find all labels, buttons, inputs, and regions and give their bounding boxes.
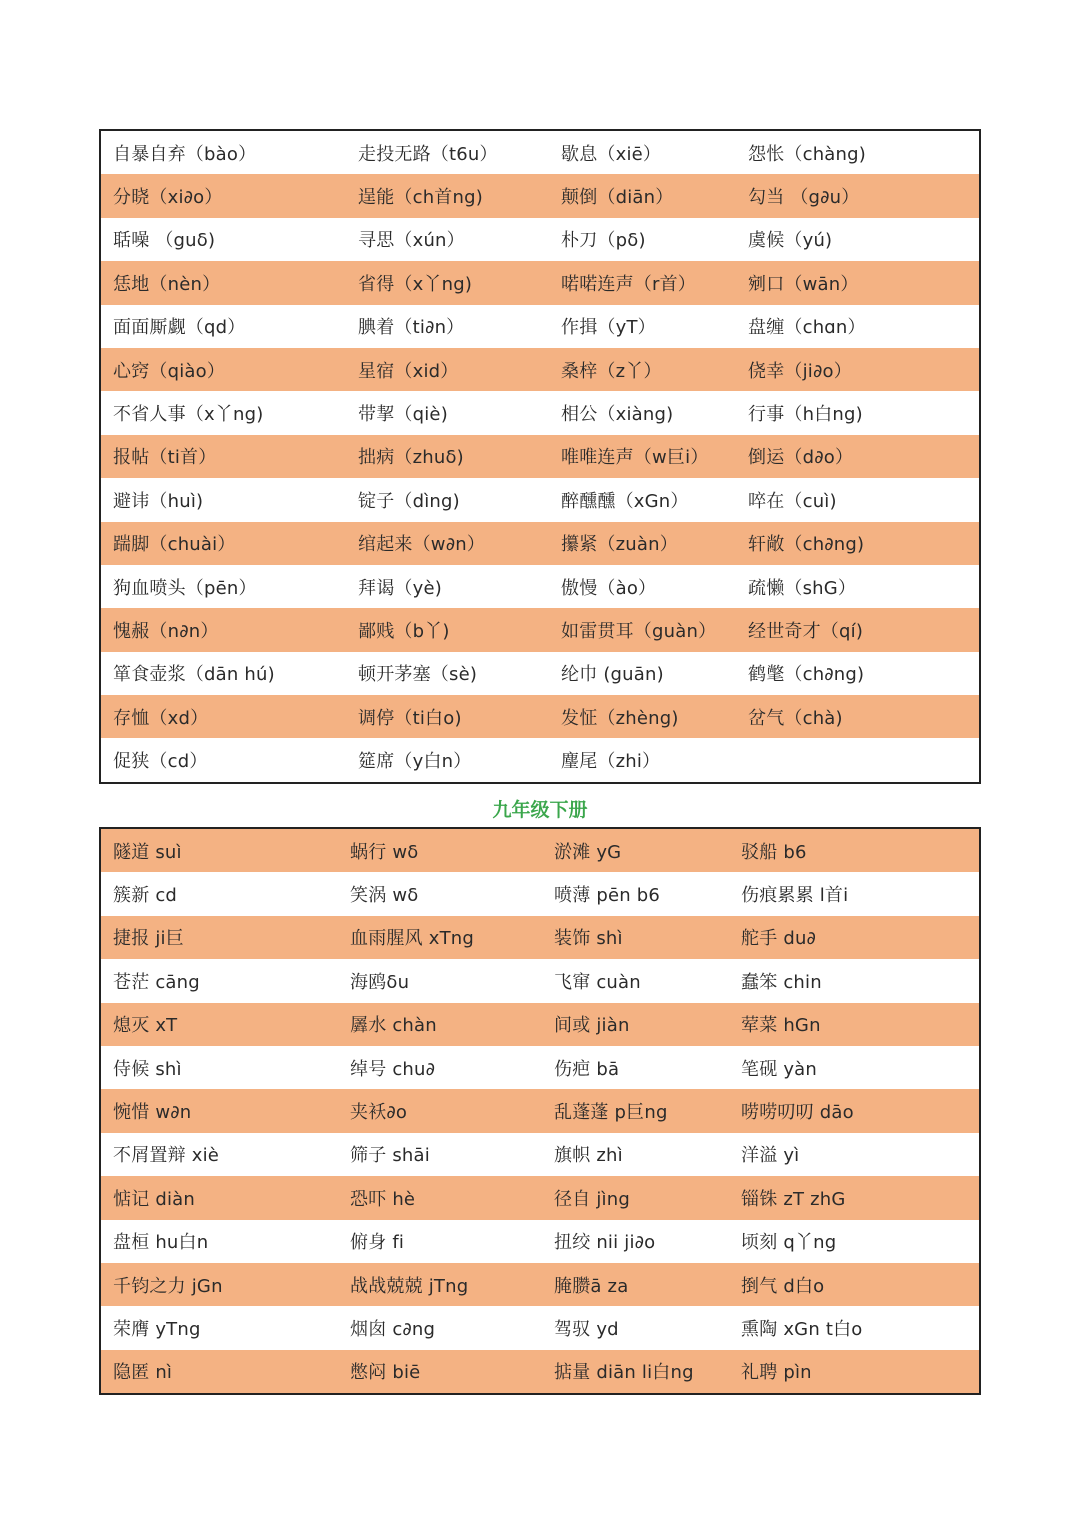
vocab-entry: 朴刀（pδ) bbox=[561, 230, 646, 252]
vocab-entry: 熄灭 xT bbox=[113, 1015, 178, 1037]
table-row bbox=[101, 1306, 979, 1349]
vocab-entry: 憋闷 biē bbox=[350, 1362, 421, 1384]
vocab-entry: 行事（h白ng) bbox=[748, 404, 863, 426]
vocab-entry: 筵席（y白n） bbox=[358, 751, 472, 773]
vocab-entry: 簇新 cd bbox=[113, 885, 178, 907]
vocab-entry: 踹脚（chuài） bbox=[113, 534, 236, 556]
vocab-entry: 蠢笨 chin bbox=[741, 971, 822, 993]
vocab-table-lower bbox=[99, 827, 981, 1395]
vocab-entry: 轩敞（ch∂ng) bbox=[748, 534, 865, 556]
vocab-entry: 侥幸（ji∂o） bbox=[748, 360, 852, 382]
table-row bbox=[101, 652, 979, 695]
vocab-entry: 怨怅（chàng) bbox=[748, 143, 866, 165]
vocab-entry: 洋溢 yì bbox=[741, 1145, 800, 1167]
vocab-entry: 乱蓬蓬 p巨ng bbox=[554, 1102, 668, 1124]
vocab-entry: 鄙贱（b丫) bbox=[358, 620, 450, 642]
table-row bbox=[101, 1350, 979, 1393]
vocab-entry: 惋惜 w∂n bbox=[113, 1102, 192, 1124]
vocab-entry: 报帖（ti首） bbox=[113, 447, 217, 469]
vocab-entry: 烟囱 c∂ng bbox=[350, 1318, 436, 1340]
vocab-entry: 拙病（zhuδ) bbox=[358, 447, 464, 469]
vocab-entry: 剜口（wān） bbox=[748, 273, 859, 295]
vocab-entry: 熏陶 xGn t白o bbox=[741, 1318, 863, 1340]
vocab-entry: 带挈（qiè) bbox=[358, 404, 448, 426]
vocab-entry: 笔砚 yàn bbox=[741, 1058, 818, 1080]
vocab-entry: 疏懒（shG） bbox=[748, 577, 857, 599]
vocab-entry: 鹤氅（ch∂ng) bbox=[748, 664, 865, 686]
vocab-entry: 颠倒（diān） bbox=[561, 187, 674, 209]
vocab-entry: 麈尾（zhi） bbox=[561, 751, 661, 773]
vocab-entry: 调停（ti白o) bbox=[358, 707, 462, 729]
vocab-entry: 捷报 ji巨 bbox=[113, 928, 184, 950]
table-row bbox=[101, 1003, 979, 1046]
vocab-entry: 笑涡 wδ bbox=[350, 885, 419, 907]
vocab-entry: 岔气（chà) bbox=[748, 707, 843, 729]
vocab-entry: 扭绞 nii ji∂o bbox=[554, 1232, 656, 1254]
table-row bbox=[101, 695, 979, 738]
vocab-entry: 纶巾 (guān) bbox=[561, 664, 664, 686]
vocab-entry: 俯身 fi bbox=[350, 1232, 405, 1254]
table-row bbox=[101, 348, 979, 391]
table-row bbox=[101, 391, 979, 434]
vocab-entry: 装饰 shì bbox=[554, 928, 623, 950]
table-row bbox=[101, 1046, 979, 1089]
vocab-entry: 发怔（zhèng) bbox=[561, 707, 679, 729]
table-row bbox=[101, 1133, 979, 1176]
vocab-entry: 勾当 （g∂u） bbox=[748, 187, 860, 209]
vocab-entry: 顿开茅塞（sè) bbox=[358, 664, 478, 686]
vocab-entry: 惦记 diàn bbox=[113, 1188, 195, 1210]
vocab-entry: 聒噪 （guδ) bbox=[113, 230, 216, 252]
vocab-entry: 心窍（qiào） bbox=[113, 360, 226, 382]
vocab-entry: 省得（x丫ng) bbox=[358, 273, 473, 295]
vocab-entry: 间或 jiàn bbox=[554, 1015, 630, 1037]
vocab-entry: 自暴自弃（bào） bbox=[113, 143, 257, 165]
vocab-entry: 锭子（dìng) bbox=[358, 490, 460, 512]
vocab-entry: 礼聘 pìn bbox=[741, 1362, 812, 1384]
vocab-entry: 顷刻 q丫ng bbox=[741, 1232, 837, 1254]
vocab-entry: 夹袄∂o bbox=[350, 1102, 408, 1124]
vocab-entry: 绾起来（w∂n） bbox=[358, 534, 486, 556]
table-row bbox=[101, 829, 979, 872]
vocab-entry: 径自 jìng bbox=[554, 1188, 630, 1210]
vocab-entry: 不屑置辩 xiè bbox=[113, 1145, 220, 1167]
vocab-entry: 锱铢 zT zhG bbox=[741, 1188, 846, 1210]
vocab-entry: 苍茫 cāng bbox=[113, 971, 200, 993]
vocab-entry: 分晓（xi∂o） bbox=[113, 187, 223, 209]
vocab-entry: 唯唯连声（w巨i） bbox=[561, 447, 709, 469]
vocab-entry: 面面厮觑（qd） bbox=[113, 317, 246, 339]
vocab-entry: 羼水 chàn bbox=[350, 1015, 437, 1037]
table-row bbox=[101, 435, 979, 478]
table-row bbox=[101, 522, 979, 565]
table-row bbox=[101, 608, 979, 651]
table-row bbox=[101, 959, 979, 1002]
vocab-entry: 逞能（ch首ng) bbox=[358, 187, 483, 209]
table-row bbox=[101, 916, 979, 959]
vocab-entry: 伤痕累累 l首i bbox=[741, 885, 849, 907]
vocab-entry: 腆着（ti∂n） bbox=[358, 317, 465, 339]
table-row bbox=[101, 1089, 979, 1132]
vocab-entry: 促狭（cd） bbox=[113, 751, 208, 773]
vocab-entry: 如雷贯耳（guàn） bbox=[561, 620, 717, 642]
vocab-entry: 侍候 shì bbox=[113, 1058, 182, 1080]
table-row bbox=[101, 1220, 979, 1263]
vocab-entry: 醉醺醺（xGn） bbox=[561, 490, 689, 512]
vocab-entry: 旗帜 zhì bbox=[554, 1145, 623, 1167]
vocab-entry: 荤菜 hGn bbox=[741, 1015, 821, 1037]
vocab-entry: 荣膺 yTng bbox=[113, 1318, 201, 1340]
vocab-entry: 腌臜ā za bbox=[554, 1275, 629, 1297]
vocab-entry: 愧赧（n∂n） bbox=[113, 620, 219, 642]
vocab-entry: 血雨腥风 xTng bbox=[350, 928, 475, 950]
table-row bbox=[101, 218, 979, 261]
vocab-entry: 飞窜 cuàn bbox=[554, 971, 641, 993]
table-row bbox=[101, 261, 979, 304]
vocab-entry: 恁地（nèn） bbox=[113, 273, 221, 295]
vocab-entry: 不省人事（x丫ng) bbox=[113, 404, 264, 426]
vocab-entry: 倒运（d∂o） bbox=[748, 447, 854, 469]
vocab-entry: 蜗行 wδ bbox=[350, 841, 419, 863]
vocab-entry: 伤疤 bā bbox=[554, 1058, 620, 1080]
vocab-entry: 避讳（huì) bbox=[113, 490, 204, 512]
table-row bbox=[101, 565, 979, 608]
table-row bbox=[101, 131, 979, 174]
vocab-entry: 歇息（xiē） bbox=[561, 143, 662, 165]
vocab-entry: 走投无路（t6u） bbox=[358, 143, 498, 165]
table-row bbox=[101, 1176, 979, 1219]
vocab-entry: 相公（xiàng) bbox=[561, 404, 674, 426]
vocab-entry: 盘桓 hu白n bbox=[113, 1232, 209, 1254]
section-title: 九年级下册 bbox=[492, 799, 588, 821]
vocab-entry: 傲慢（ào） bbox=[561, 577, 657, 599]
vocab-entry: 唠唠叨叨 dāo bbox=[741, 1102, 854, 1124]
vocab-entry: 寻思（xún） bbox=[358, 230, 465, 252]
vocab-entry: 千钧之力 jGn bbox=[113, 1275, 223, 1297]
vocab-entry: 经世奇才（qí) bbox=[748, 620, 864, 642]
vocab-entry: 驾驭 yd bbox=[554, 1318, 619, 1340]
vocab-entry: 箪食壶浆（dān hú) bbox=[113, 664, 275, 686]
vocab-entry: 战战兢兢 jTng bbox=[350, 1275, 469, 1297]
vocab-entry: 存恤（xd） bbox=[113, 707, 209, 729]
table-row bbox=[101, 738, 979, 781]
vocab-entry: 驳船 b6 bbox=[741, 841, 807, 863]
table-row bbox=[101, 1263, 979, 1306]
vocab-entry: 海鸥δu bbox=[350, 971, 410, 993]
vocab-entry: 捯气 d白o bbox=[741, 1275, 825, 1297]
vocab-entry: 隧道 suì bbox=[113, 841, 182, 863]
vocab-entry: 筛子 shāi bbox=[350, 1145, 430, 1167]
vocab-entry: 拜谒（yè) bbox=[358, 577, 442, 599]
vocab-entry: 虞候（yú) bbox=[748, 230, 833, 252]
vocab-entry: 喷薄 pēn b6 bbox=[554, 885, 661, 907]
table-row bbox=[101, 478, 979, 521]
vocab-entry: 星宿（xid） bbox=[358, 360, 459, 382]
vocab-entry: 狗血喷头（pēn） bbox=[113, 577, 257, 599]
vocab-table-upper bbox=[99, 129, 981, 784]
vocab-entry: 啐在（cuì) bbox=[748, 490, 837, 512]
vocab-entry: 掂量 diān li白ng bbox=[554, 1362, 694, 1384]
vocab-entry: 作揖（yT） bbox=[561, 317, 656, 339]
vocab-entry: 绰号 chu∂ bbox=[350, 1058, 436, 1080]
vocab-entry: 恐吓 hè bbox=[350, 1188, 416, 1210]
table-row bbox=[101, 872, 979, 915]
vocab-entry: 攥紧（zuàn） bbox=[561, 534, 678, 556]
table-row bbox=[101, 174, 979, 217]
vocab-entry: 舵手 du∂ bbox=[741, 928, 817, 950]
vocab-entry: 喏喏连声（r首） bbox=[561, 273, 696, 295]
vocab-entry: 桑梓（z丫） bbox=[561, 360, 662, 382]
vocab-entry: 盘缠（chɑn） bbox=[748, 317, 866, 339]
table-row bbox=[101, 305, 979, 348]
vocab-entry: 隐匿 nì bbox=[113, 1362, 173, 1384]
vocab-entry: 淤滩 yG bbox=[554, 841, 622, 863]
